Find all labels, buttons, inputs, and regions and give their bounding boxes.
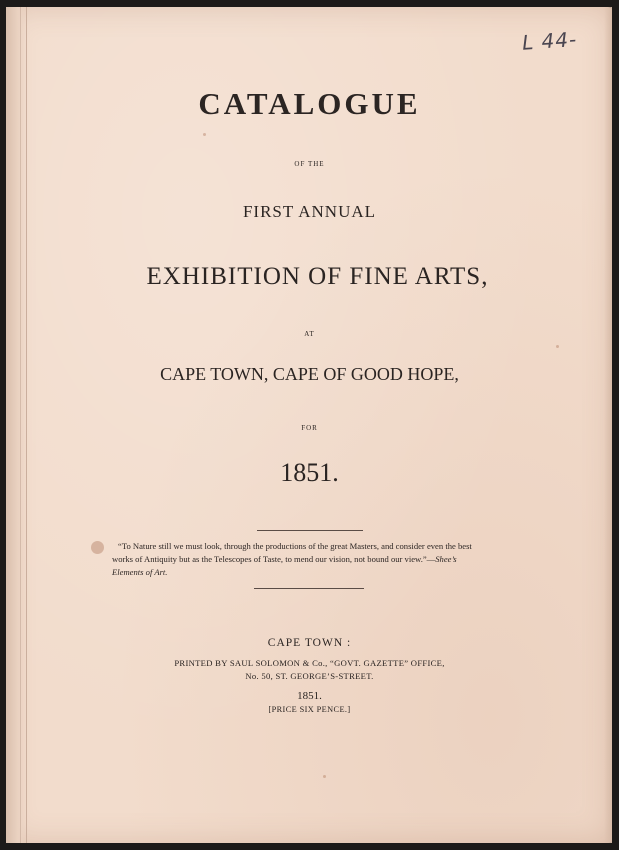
lower-divider-rule: [254, 588, 364, 589]
epigraph-quote: [112, 540, 516, 579]
of-the-label: OF THE: [294, 160, 325, 168]
upper-divider-rule: [257, 530, 363, 531]
imprint-year: 1851.: [297, 690, 322, 702]
exhibition-year: 1851.: [280, 458, 339, 487]
imprint-address: No. 50, ST. GEORGE’S-STREET.: [245, 671, 374, 681]
imprint-printer: PRINTED BY SAUL SOLOMON & Co., “GOVT. GAZETTE” OFFICE,: [174, 658, 445, 668]
imprint-city: CAPE TOWN :: [267, 637, 352, 649]
location-line: CAPE TOWN, CAPE OF GOOD HOPE,: [160, 364, 459, 384]
catalogue-title: CATALOGUE: [198, 86, 421, 121]
foxing-spot: [91, 541, 104, 554]
first-annual-label: FIRST ANNUAL: [242, 202, 377, 221]
epigraph-line-1: “To Nature still we must look, through the productions of the great Masters, and consider even the best: [118, 541, 472, 551]
epigraph-line-2-text: works of Antiquity but as the Telescopes of Taste, to mend our vision, not bound our view.”—: [112, 554, 436, 564]
handwritten-annotation: L 44-: [521, 26, 578, 55]
foxing-spot: [203, 133, 206, 136]
epigraph-attribution-work: Elements of Art.: [112, 567, 168, 577]
exhibition-title: EXHIBITION OF FINE ARTS,: [146, 263, 489, 290]
at-label: AT: [304, 330, 315, 338]
for-label: FOR: [301, 424, 318, 432]
epigraph-line-2: [112, 553, 516, 566]
imprint-price: [PRICE SIX PENCE.]: [268, 705, 351, 714]
foxing-spot: [323, 775, 326, 778]
foxing-spot: [556, 345, 559, 348]
epigraph-attribution-author: Shee’s: [435, 554, 457, 564]
